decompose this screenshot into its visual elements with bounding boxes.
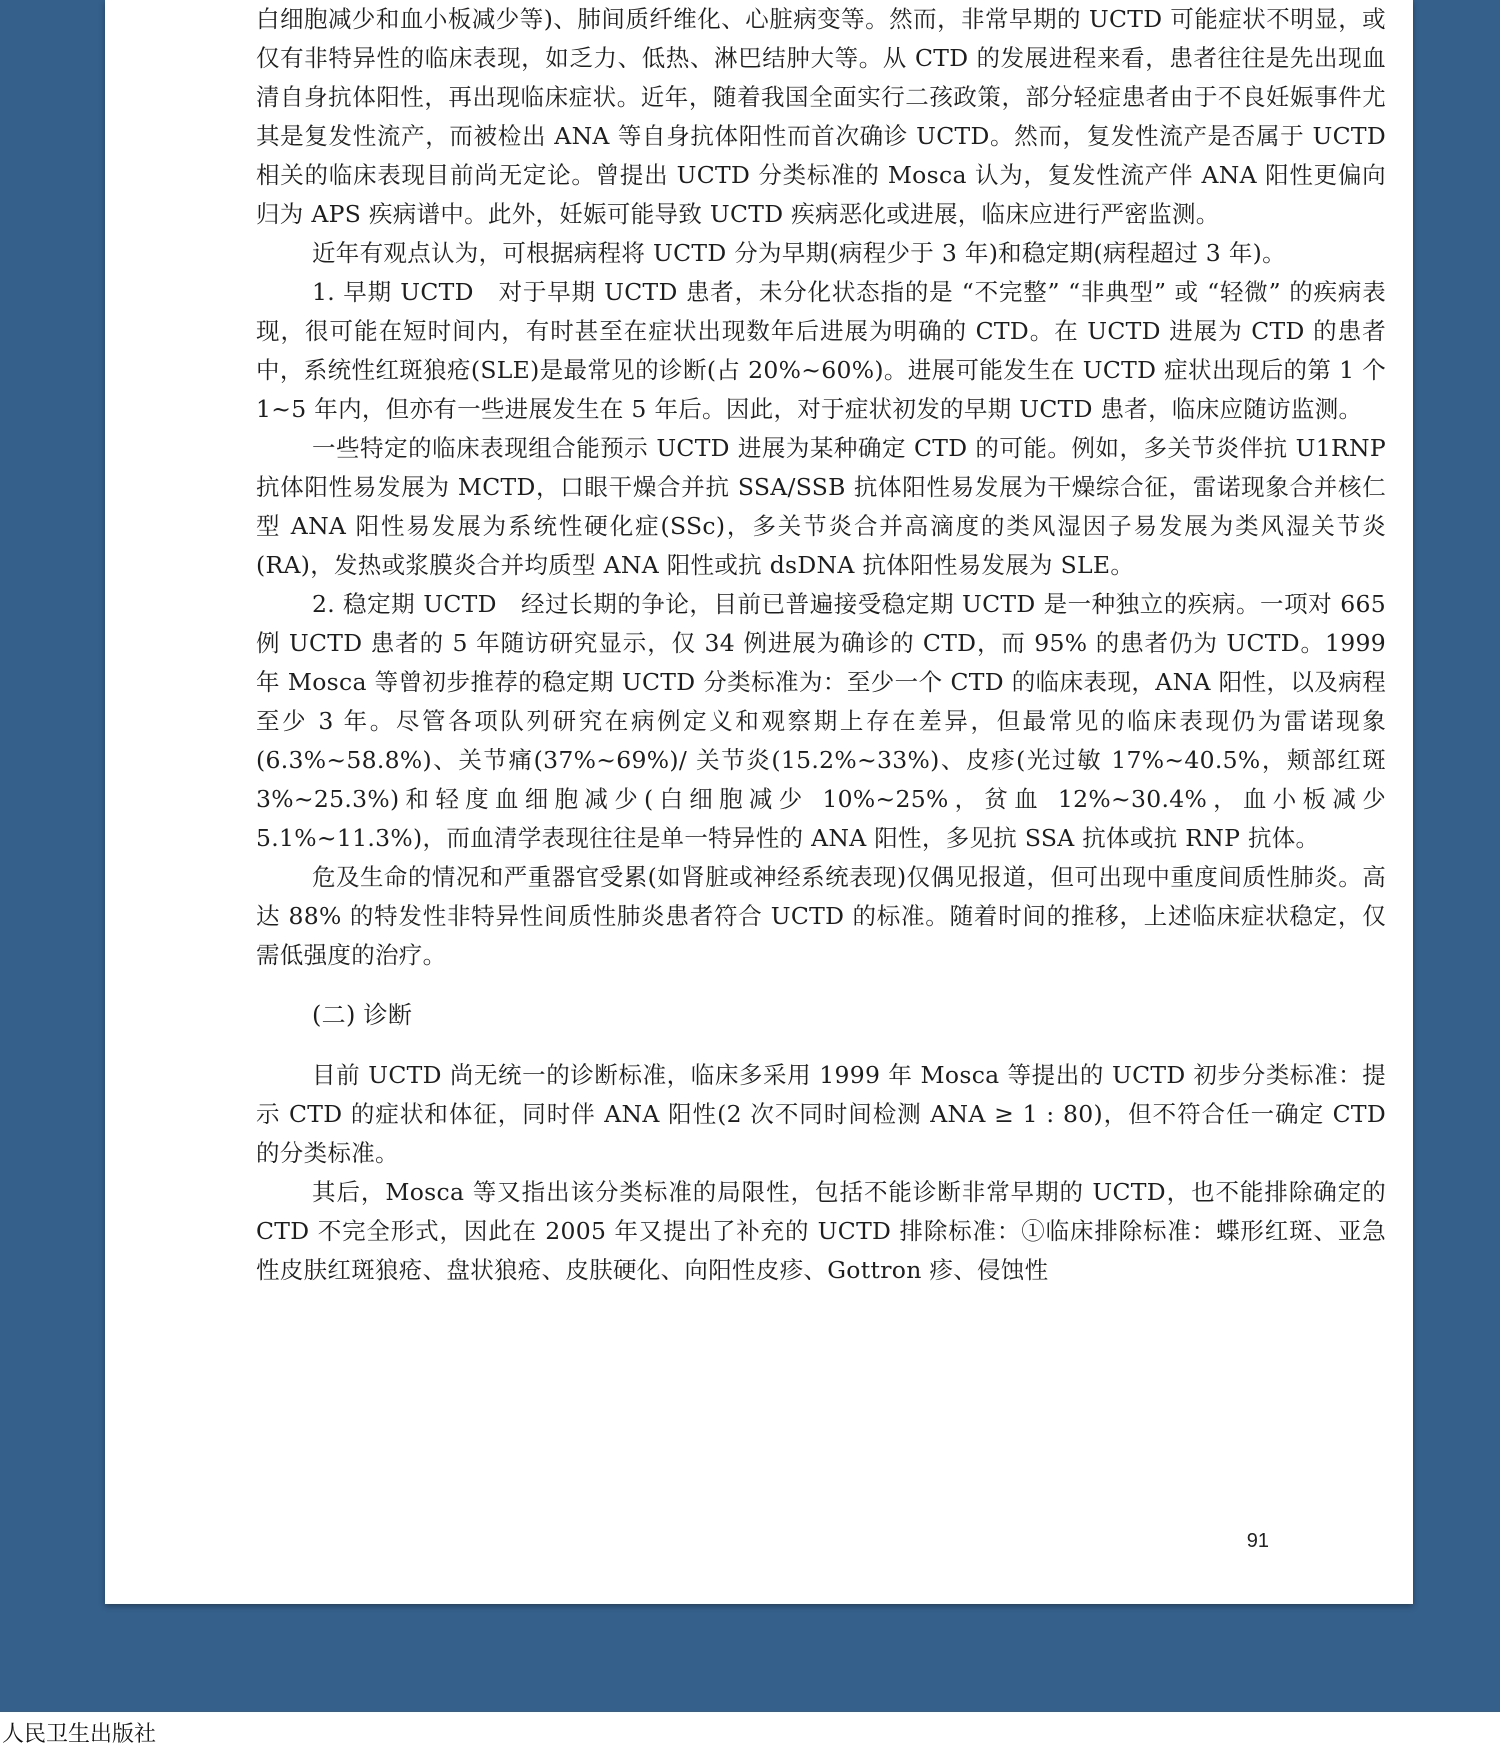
page-body xyxy=(256,0,1386,1290)
page-number: 91 xyxy=(1246,1530,1269,1552)
paragraph: 白细胞减少和血小板减少等)、肺间质纤维化、心脏病变等。然而，非常早期的 UCTD 可能症状不明显，或仅有非特异性的临床表现，如乏力、低热、淋巴结肿大等。从 CTD 的发展进程来看，患者往往是先出现血清自身抗体阳性，再出现临床症状。近年，随着我国全面实行二孩政策，部分轻症患者由于不良妊娠事件尤其是复发性流产，而被检出 ANA 等自身抗体阳性而首次确诊 UCTD。然而，复发性流产是否属于 UCTD 相关的临床表现目前尚无定论。曾提出 UCTD 分类标准的 Mosca 认为，复发性流产伴 ANA 阳性更偏向归为 APS 疾病谱中。此外，妊娠可能导致 UCTD 疾病恶化或进展，临床应进行严密监测。 xyxy=(256,5,1386,228)
paragraph: 1. 早期 UCTD 对于早期 UCTD 患者，未分化状态指的是 “不完整” “非典型” 或 “轻微” 的疾病表现，很可能在短时间内，有时甚至在症状出现数年后进展为明确的 CTD。在 UCTD 进展为 CTD 的患者中，系统性红斑狼疮(SLE)是最常见的诊断(占 20%~60%)。进展可能发生在 UCTD 症状出现后的第 1 个 1~5 年内，但亦有一些进展发生在 5 年后。因此，对于症状初发的早期 UCTD 患者，临床应随访监测。 xyxy=(256,278,1386,423)
paragraph: 近年有观点认为，可根据病程将 UCTD 分为早期(病程少于 3 年)和稳定期(病程超过 3 年)。 xyxy=(312,239,1286,267)
section-heading: (二) 诊断 xyxy=(312,1001,413,1029)
paragraph: 目前 UCTD 尚无统一的诊断标准，临床多采用 1999 年 Mosca 等提出的 UCTD 初步分类标准：提示 CTD 的症状和体征，同时伴 ANA 阳性(2 次不同时间检测 ANA ≥ 1 : 80)，但不符合任一确定 CTD 的分类标准。 xyxy=(256,1061,1386,1167)
paragraph: 其后，Mosca 等又指出该分类标准的局限性，包括不能诊断非常早期的 UCTD，也不能排除确定的 CTD 不完全形式，因此在 2005 年又提出了补充的 UCTD 排除标准：①临床排除标准：蝶形红斑、亚急性皮肤红斑狼疮、盘状狼疮、皮肤硬化、向阳性皮疹、Gottron 疹、侵蚀性 xyxy=(256,1178,1386,1284)
paragraph: 危及生命的情况和严重器官受累(如肾脏或神经系统表现)仅偶见报道，但可出现中重度间质性肺炎。高达 88% 的特发性非特异性间质性肺炎患者符合 UCTD 的标准。随着时间的推移，上述临床症状稳定，仅需低强度的治疗。 xyxy=(256,863,1386,969)
paragraph: 2. 稳定期 UCTD 经过长期的争论，目前已普遍接受稳定期 UCTD 是一种独立的疾病。一项对 665 例 UCTD 患者的 5 年随访研究显示，仅 34 例进展为确诊的 CTD，而 95% 的患者仍为 UCTD。1999 年 Mosca 等曾初步推荐的稳定期 UCTD 分类标准为：至少一个 CTD 的临床表现，ANA 阳性，以及病程至少 3 年。尽管各项队列研究在病例定义和观察期上存在差异，但最常见的临床表现仍为雷诺现象(6.3%~58.8%)、关节痛(37%~69%)/ 关节炎(15.2%~33%)、皮疹(光过敏 17%~40.5%，颊部红斑 3%~25.3%)和轻度血细胞减少(白细胞减少 10%~25%，贫血 12%~30.4%，血小板减少 5.1%~11.3%)，而血清学表现往往是单一特异性的 ANA 阳性，多见抗 SSA 抗体或抗 RNP 抗体。 xyxy=(256,590,1386,852)
paragraph: 一些特定的临床表现组合能预示 UCTD 进展为某种确定 CTD 的可能。例如，多关节炎伴抗 U1RNP 抗体阳性易发展为 MCTD，口眼干燥合并抗 SSA/SSB 抗体阳性易发展为干燥综合征，雷诺现象合并核仁型 ANA 阳性易发展为系统性硬化症(SSc)，多关节炎合并高滴度的类风湿因子易发展为类风湿关节炎(RA)，发热或浆膜炎合并均质型 ANA 阳性或抗 dsDNA 抗体阳性易发展为 SLE。 xyxy=(256,434,1386,579)
document-page xyxy=(105,0,1413,1604)
publisher-caption: 人民卫生出版社 xyxy=(0,1716,1500,1754)
